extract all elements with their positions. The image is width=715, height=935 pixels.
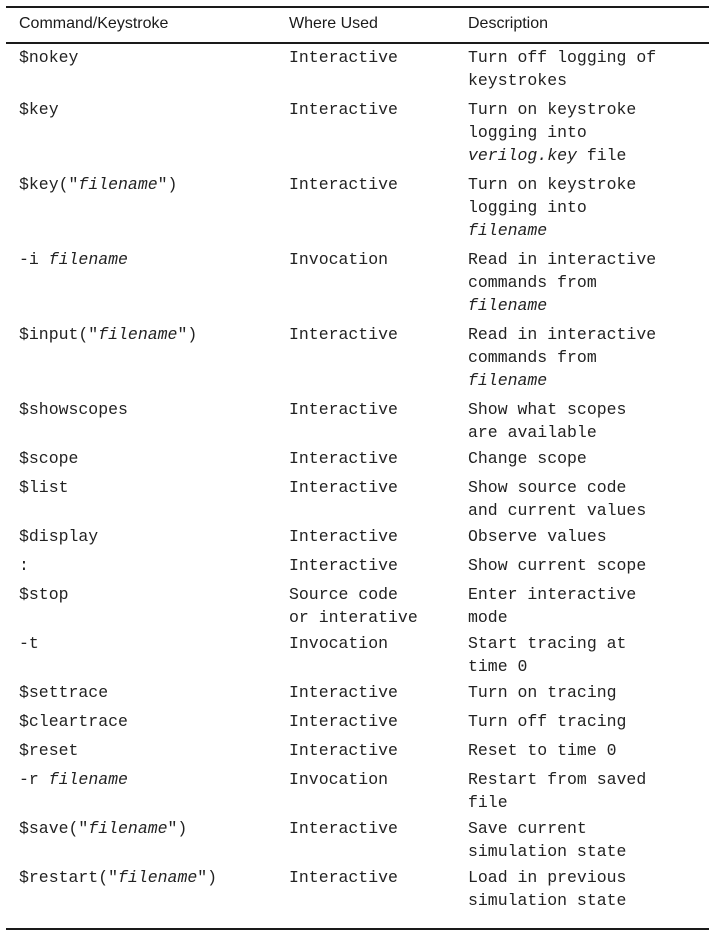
description-cell	[468, 525, 607, 548]
description-text: Reset to time 0	[468, 741, 617, 760]
description-line	[468, 681, 617, 704]
command-cell	[19, 554, 29, 577]
command-text: -i	[19, 250, 49, 269]
description-text: Turn on keystroke	[468, 175, 637, 194]
description-line	[468, 791, 646, 814]
description-line	[468, 369, 656, 392]
description-text: commands from	[468, 348, 597, 367]
table-top-rule	[6, 6, 709, 8]
description-cell	[468, 817, 626, 863]
description-text: time 0	[468, 657, 528, 676]
description-line	[468, 889, 626, 912]
description-cell	[468, 739, 617, 762]
command-cell	[19, 476, 69, 499]
command-argument: filename	[118, 868, 198, 887]
description-line	[468, 69, 656, 92]
description-text: mode	[468, 608, 508, 627]
command-text: $display	[19, 527, 99, 546]
description-text: Turn on keystroke	[468, 100, 637, 119]
description-text: Enter interactive	[468, 585, 637, 604]
description-cell	[468, 98, 636, 167]
command-cell	[19, 739, 78, 762]
description-cell	[468, 173, 636, 242]
command-text: $input("	[19, 325, 99, 344]
command-cell	[19, 866, 217, 889]
command-text: $restart("	[19, 868, 119, 887]
description-text: Load in previous	[468, 868, 627, 887]
description-cell	[468, 476, 646, 522]
description-line	[468, 632, 626, 655]
description-text: Turn off tracing	[468, 712, 627, 731]
description-line	[468, 346, 656, 369]
command-cell	[19, 681, 108, 704]
where-used-cell	[289, 681, 398, 704]
description-cell	[468, 866, 626, 912]
description-italic: filename	[468, 221, 548, 240]
where-used-cell	[289, 173, 398, 196]
description-text: simulation state	[468, 891, 627, 910]
description-text: Show source code	[468, 478, 627, 497]
description-line	[468, 219, 636, 242]
where-used-cell	[289, 323, 398, 346]
description-text: Show current scope	[468, 556, 647, 575]
command-text: ")	[167, 819, 188, 838]
where-used-cell	[289, 447, 398, 470]
where-used-line: Interactive	[289, 48, 398, 67]
command-cell	[19, 817, 187, 840]
command-cell	[19, 525, 98, 548]
where-used-line: Interactive	[289, 325, 398, 344]
command-cell	[19, 447, 78, 470]
description-text: Restart from saved	[468, 770, 647, 789]
description-cell	[468, 398, 626, 444]
description-cell	[468, 323, 656, 392]
description-line	[468, 768, 646, 791]
where-used-line: Interactive	[289, 683, 398, 702]
where-used-cell	[289, 817, 398, 840]
description-line	[468, 447, 587, 470]
description-line	[468, 583, 636, 606]
command-text: $cleartrace	[19, 712, 128, 731]
description-cell	[468, 632, 626, 678]
where-used-cell	[289, 739, 398, 762]
description-cell	[468, 681, 617, 704]
command-text: $scope	[19, 449, 79, 468]
command-cell	[19, 398, 128, 421]
command-text: -t	[19, 634, 39, 653]
description-cell	[468, 248, 656, 317]
description-line	[468, 710, 626, 733]
description-text: file	[576, 146, 627, 165]
description-text: Read in interactive	[468, 325, 657, 344]
command-text: ")	[177, 325, 198, 344]
where-used-line: Interactive	[289, 819, 398, 838]
description-text: Start tracing at	[468, 634, 627, 653]
where-used-cell	[289, 46, 398, 69]
command-text: $key("	[19, 175, 79, 194]
description-line	[468, 525, 607, 548]
description-text: are available	[468, 423, 597, 442]
command-text: $list	[19, 478, 69, 497]
where-used-line: Invocation	[289, 634, 389, 653]
where-used-line: Invocation	[289, 770, 389, 789]
description-line	[468, 98, 636, 121]
description-line	[468, 294, 656, 317]
command-text: $save("	[19, 819, 89, 838]
command-argument: filename	[88, 819, 168, 838]
table-header-rule	[6, 42, 709, 44]
description-cell	[468, 710, 626, 733]
description-text: commands from	[468, 273, 597, 292]
description-line	[468, 271, 656, 294]
where-used-line: Interactive	[289, 868, 398, 887]
header-where-used: Where Used	[289, 15, 378, 32]
command-argument: filename	[78, 175, 158, 194]
description-line	[468, 398, 626, 421]
description-line	[468, 476, 646, 499]
description-text: file	[468, 793, 508, 812]
command-cell	[19, 710, 128, 733]
description-line	[468, 554, 646, 577]
description-line	[468, 499, 646, 522]
where-used-cell	[289, 710, 398, 733]
description-line	[468, 248, 656, 271]
where-used-cell	[289, 768, 388, 791]
description-line	[468, 840, 626, 863]
description-text: Turn on tracing	[468, 683, 617, 702]
table-bottom-rule	[6, 928, 709, 930]
command-cell	[19, 632, 39, 655]
where-used-line: Interactive	[289, 478, 398, 497]
description-line	[468, 323, 656, 346]
description-text: Observe values	[468, 527, 607, 546]
description-line	[468, 173, 636, 196]
description-italic: verilog.key	[468, 146, 577, 165]
description-cell	[468, 583, 636, 629]
description-line	[468, 144, 636, 167]
where-used-cell	[289, 398, 398, 421]
command-text: $nokey	[19, 48, 79, 67]
where-used-line: Interactive	[289, 400, 398, 419]
where-used-line: Source code	[289, 585, 398, 604]
description-line	[468, 606, 636, 629]
command-cell	[19, 583, 69, 606]
description-line	[468, 46, 656, 69]
description-text: keystrokes	[468, 71, 568, 90]
where-used-line: or interative	[289, 608, 418, 627]
command-text: ")	[197, 868, 218, 887]
description-line	[468, 655, 626, 678]
description-text: Turn off logging of	[468, 48, 657, 67]
description-cell	[468, 554, 646, 577]
description-line	[468, 421, 626, 444]
command-argument: filename	[48, 250, 128, 269]
command-cell	[19, 248, 128, 271]
where-used-line: Interactive	[289, 449, 398, 468]
header-command: Command/Keystroke	[19, 15, 169, 32]
description-text: Read in interactive	[468, 250, 657, 269]
command-text: $key	[19, 100, 59, 119]
where-used-line: Interactive	[289, 100, 398, 119]
where-used-line: Interactive	[289, 741, 398, 760]
where-used-cell	[289, 866, 398, 889]
command-text: $stop	[19, 585, 69, 604]
where-used-cell	[289, 632, 388, 655]
header-description: Description	[468, 15, 549, 32]
description-text: simulation state	[468, 842, 627, 861]
command-cell	[19, 46, 78, 69]
where-used-line: Interactive	[289, 175, 398, 194]
command-text: -r	[19, 770, 49, 789]
where-used-cell	[289, 98, 398, 121]
description-cell	[468, 46, 656, 92]
description-line	[468, 817, 626, 840]
description-text: logging into	[468, 123, 587, 142]
where-used-cell	[289, 554, 398, 577]
command-text: $settrace	[19, 683, 109, 702]
description-cell	[468, 447, 587, 470]
command-cell	[19, 323, 197, 346]
where-used-cell	[289, 476, 398, 499]
where-used-line: Invocation	[289, 250, 389, 269]
description-line	[468, 196, 636, 219]
description-cell	[468, 768, 646, 814]
command-cell	[19, 173, 177, 196]
description-text: Save current	[468, 819, 587, 838]
command-text: $showscopes	[19, 400, 128, 419]
description-italic: filename	[468, 296, 548, 315]
command-text: ")	[157, 175, 178, 194]
command-argument: filename	[98, 325, 178, 344]
command-text: $reset	[19, 741, 79, 760]
command-cell	[19, 768, 128, 791]
command-text: :	[19, 556, 29, 575]
description-line	[468, 866, 626, 889]
where-used-cell	[289, 583, 418, 629]
description-text: Change scope	[468, 449, 587, 468]
description-line	[468, 121, 636, 144]
description-text: Show what scopes	[468, 400, 627, 419]
description-italic: filename	[468, 371, 548, 390]
where-used-cell	[289, 525, 398, 548]
where-used-cell	[289, 248, 388, 271]
description-text: logging into	[468, 198, 587, 217]
description-line	[468, 739, 617, 762]
where-used-line: Interactive	[289, 556, 398, 575]
command-argument: filename	[48, 770, 128, 789]
where-used-line: Interactive	[289, 712, 398, 731]
description-text: and current values	[468, 501, 647, 520]
where-used-line: Interactive	[289, 527, 398, 546]
command-cell	[19, 98, 59, 121]
